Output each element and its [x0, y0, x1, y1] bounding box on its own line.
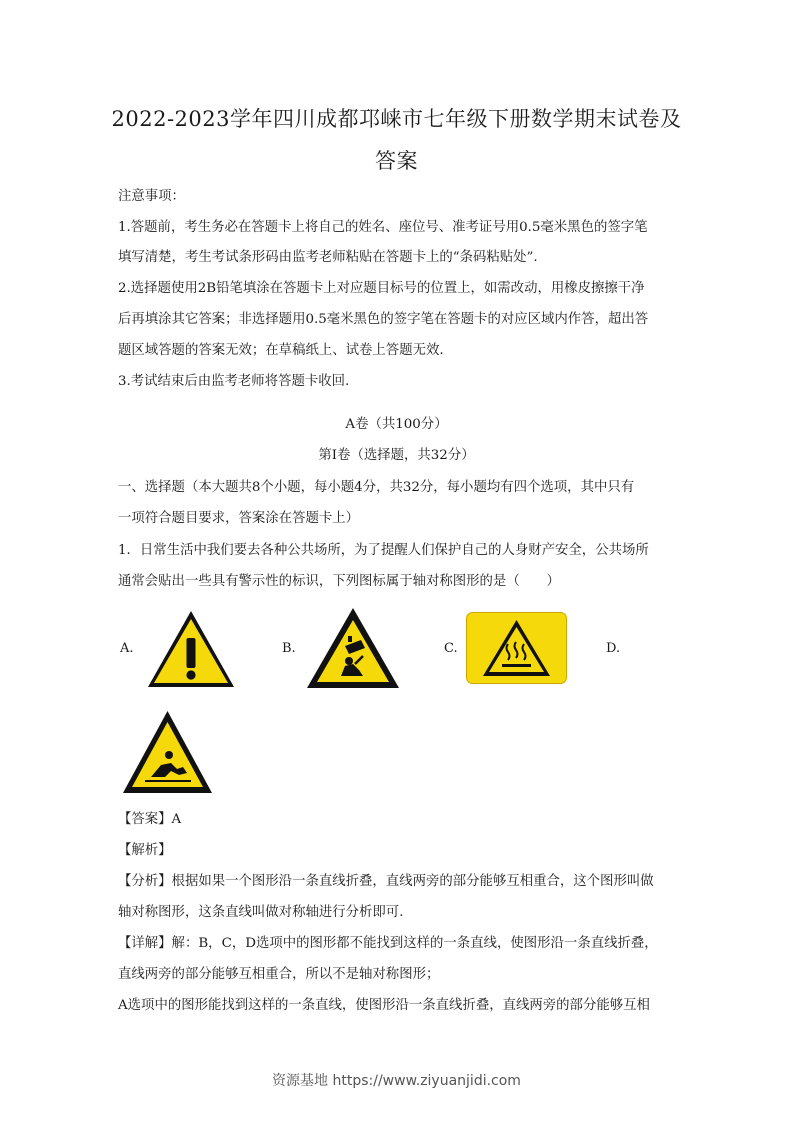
- slippery-floor-warning-icon: [121, 709, 214, 795]
- note-3: 3.考试结束后由监考老师将答题卡收回.: [118, 374, 350, 389]
- analysis-heading: 【解析】: [118, 843, 172, 858]
- warning-exclamation-icon: [145, 608, 237, 690]
- note-2-line-1: 2.选择题使用2B铅笔填涂在答题卡上对应题目标号的位置上，如需改动，用橡皮擦擦干净: [118, 281, 645, 296]
- option-d-label: D.: [606, 641, 621, 656]
- section-intro-line-2: 一项符合题目要求，答案涂在答题卡上）: [118, 511, 360, 526]
- hot-surface-warning-icon: [466, 612, 567, 684]
- falling-object-warning-icon: [305, 606, 401, 690]
- question-1-line-2: 通常会贴出一些具有警示性的标识，下列图标属于轴对称图形的是（ ）: [118, 574, 560, 589]
- question-1-line-1: 1．日常生活中我们要去各种公共场所，为了提醒人们保护自己的人身财产安全，公共场所: [118, 543, 649, 558]
- option-c-label: C.: [444, 641, 458, 656]
- note-2-line-2: 后再填涂其它答案；非选择题用0.5毫米黑色的签字笔在答题卡的对应区域内作答，超出答: [118, 312, 649, 327]
- notes-heading: 注意事项：: [118, 189, 185, 204]
- page-title-line1: 2022-2023学年四川成都邛崃市七年级下册数学期末试卷及: [111, 107, 682, 131]
- note-1-line-1: 1.答题前，考生务必在答题卡上将自己的姓名、座位号、准考证号用0.5毫米黑色的签字笔: [118, 220, 648, 235]
- option-a-label: A.: [120, 641, 134, 656]
- fenxi-line-1: 【分析】根据如果一个图形沿一条直线折叠，直线两旁的部分能够互相重合，这个图形叫做: [118, 874, 654, 889]
- xiangjie-line-3: A选项中的图形能找到这样的一条直线，使图形沿一条直线折叠，直线两旁的部分能够互相: [118, 998, 650, 1013]
- option-b-label: B.: [282, 641, 296, 656]
- section-a-title: A卷（共100分）: [345, 417, 448, 432]
- xiangjie-line-2: 直线两旁的部分能够互相重合，所以不是轴对称图形；: [118, 967, 440, 982]
- xiangjie-line-1: 【详解】解：B，C，D选项中的图形都不能找到这样的一条直线，使图形沿一条直线折叠，: [118, 936, 658, 951]
- note-1-line-2: 填写清楚，考生考试条形码由监考老师粘贴在答题卡上的“条码粘贴处”.: [118, 250, 538, 265]
- fenxi-line-2: 轴对称图形，这条直线叫做对称轴进行分析即可.: [118, 905, 404, 920]
- page-title-line2: 答案: [375, 149, 418, 173]
- part-1-title: 第Ⅰ卷（选择题，共32分）: [318, 448, 475, 463]
- note-2-line-3: 题区域答题的答案无效；在草稿纸上、试卷上答题无效.: [118, 343, 444, 358]
- answer: 【答案】A: [118, 812, 182, 827]
- section-intro-line-1: 一、选择题（本大题共8个小题，每小题4分，共32分，每小题均有四个选项，其中只有: [118, 480, 635, 495]
- footer-watermark: 资源基地 https://www.ziyuanjidi.com: [272, 1073, 521, 1089]
